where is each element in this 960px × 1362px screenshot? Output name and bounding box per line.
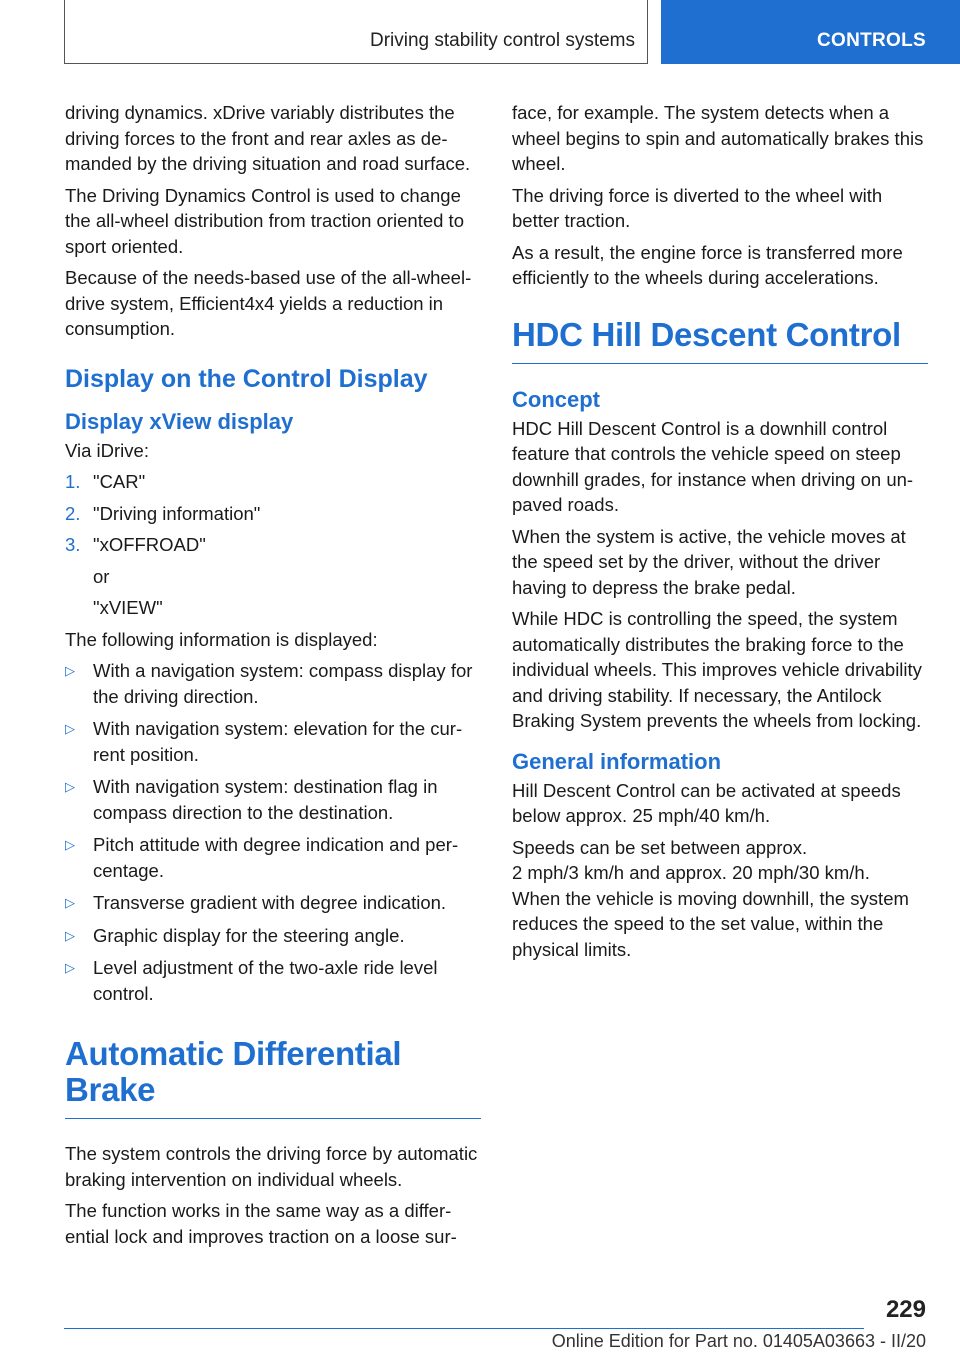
heading-hdc-hill-descent-control: HDC Hill Descent Control (512, 317, 928, 364)
paragraph: As a result, the engine force is transferred more efficiently to the wheels during accelerations. (512, 241, 903, 288)
footer-divider (64, 1328, 864, 1329)
list-item-text: Level adjustment of the two-axle ride level control. (93, 957, 438, 1004)
step-text: "xOFFROAD" (93, 534, 206, 555)
paragraph-line: When the vehicle is moving downhill, the system reduces the speed to the set value, within the physical limits. (512, 887, 909, 960)
heading-xview-display: Display xView display (65, 408, 294, 434)
left-column (65, 100, 481, 1255)
footer-edition: Online Edition for Part no. 01405A03663 - II/20 (551, 1331, 926, 1351)
paragraph: Hill Descent Control can be activated at speeds below approx. 25 mph/40 km/h. (512, 779, 901, 826)
header-title-box (64, 0, 648, 64)
triangle-bullet-icon: ▷ (65, 779, 75, 794)
paragraph-line: Speeds can be set between approx. (512, 836, 808, 858)
paragraph: The system controls the driving force by automatic braking intervention on individual wheels. (65, 1143, 478, 1190)
triangle-bullet-icon: ▷ (65, 663, 75, 678)
list-item (65, 774, 481, 825)
list-item-text: Graphic display for the steering angle. (93, 924, 405, 946)
step-number: 3. (65, 534, 81, 555)
paragraph-line: 2 mph/3 km/h and approx. 20 mph/30 km/h. (512, 862, 870, 883)
paragraph: The function works in the same way as a differential lock and improves traction on a loose sur- (65, 1200, 457, 1247)
paragraph: driving dynamics. xDrive variably distributes the driving forces to the front and rear axles as demanded by the driving situation and road surface. (65, 102, 471, 174)
paragraph: The driving force is diverted to the wheel with better traction. (512, 184, 883, 231)
paragraph: When the system is active, the vehicle moves at the speed set by the driver, without the driver having to depress the brake pedal. (512, 525, 906, 598)
triangle-bullet-icon: ▷ (65, 927, 75, 943)
bullet-list (65, 658, 481, 1006)
paragraph: "xVIEW" (93, 597, 163, 618)
step-text: "Driving information" (93, 502, 261, 524)
step-number: 2. (65, 502, 81, 524)
right-column (512, 100, 928, 968)
triangle-bullet-icon: ▷ (65, 721, 75, 736)
list-item (65, 832, 481, 883)
step-item (65, 532, 481, 558)
header-section-tab (661, 0, 960, 64)
page-number: 229 (885, 1296, 926, 1323)
list-item (65, 716, 481, 767)
header-title: Driving stability control systems (369, 30, 635, 51)
paragraph: Via iDrive: (65, 439, 149, 461)
paragraph (512, 835, 928, 963)
header-section-label: CONTROLS (816, 30, 926, 51)
heading-display-control-display: Display on the Control Display (65, 364, 428, 393)
paragraph: While HDC is controlling the speed, the system automatically distributes the braking force to the individual wheels. This improves vehicle drivability and driving stability. If necessary, the Antilock Braking System prevents the wheels from locking. (512, 608, 922, 731)
step-item (65, 501, 481, 527)
list-item-text: With navigation system: destination flag in compass direction to the destination. (93, 776, 438, 823)
list-item (65, 658, 481, 709)
paragraph: or (93, 565, 110, 587)
heading-general-information: General information (512, 748, 722, 774)
list-item (65, 890, 481, 916)
paragraph: The Driving Dynamics Control is used to change the all-wheel distribution from traction oriented to sport oriented. (65, 184, 464, 257)
list-item-text: Pitch attitude with degree indication and percentage. (93, 834, 459, 881)
triangle-bullet-icon: ▷ (65, 895, 75, 910)
paragraph: Because of the needs-based use of the all-wheel-drive system, Efficient4x4 yields a reduction in consumption. (65, 267, 472, 339)
step-item (65, 469, 481, 495)
step-list (65, 469, 481, 558)
list-item (65, 955, 481, 1006)
list-item-text: With navigation system: elevation for the current position. (93, 718, 463, 765)
step-text: "CAR" (93, 471, 146, 492)
heading-concept: Concept (512, 386, 600, 412)
heading-automatic-differential-brake: Automatic Differential Brake (65, 1036, 481, 1119)
list-item-text: With a navigation system: compass display for the driving direction. (93, 660, 473, 707)
triangle-bullet-icon: ▷ (65, 837, 75, 852)
paragraph: face, for example. The system detects when a wheel begins to spin and automatically brakes this wheel. (512, 102, 924, 174)
paragraph: The following information is displayed: (65, 628, 378, 650)
triangle-bullet-icon: ▷ (65, 960, 75, 975)
step-number: 1. (65, 471, 81, 492)
list-item (65, 923, 481, 949)
list-item-text: Transverse gradient with degree indication. (93, 892, 447, 913)
paragraph: HDC Hill Descent Control is a downhill control feature that controls the vehicle speed on steep downhill grades, for instance when driving on unpaved roads. (512, 417, 914, 515)
